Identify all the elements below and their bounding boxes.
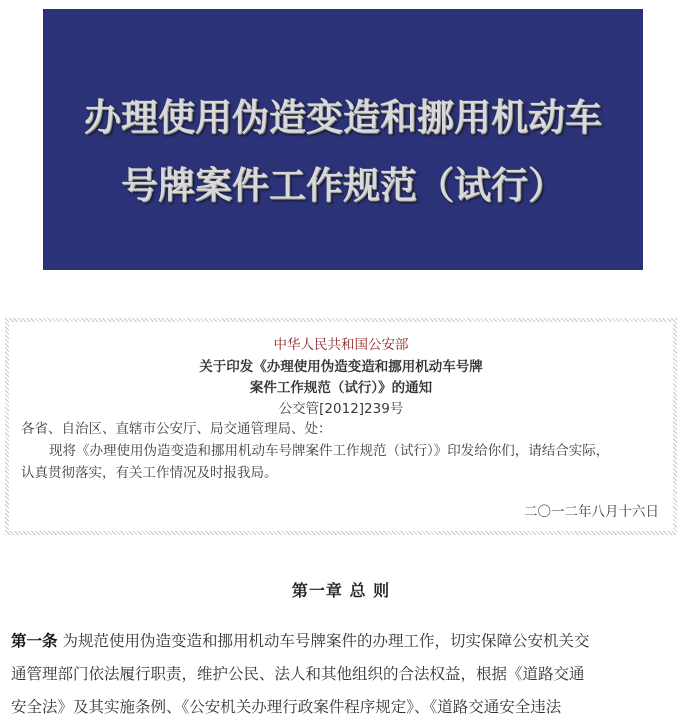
notice-issuer: 中华人民共和国公安部	[273, 337, 409, 353]
notice-body-line-2: 认真贯彻落实，有关工作情况及时报我局。	[21, 465, 278, 481]
notice-body-line-1: 现将《办理使用伪造变造和挪用机动车号牌案件工作规范（试行）》印发给你们，请结合实际，	[49, 443, 610, 459]
chapter-heading: 第一章 总 则	[291, 581, 391, 600]
notice-content	[9, 322, 673, 531]
banner-title-line-1: 办理使用伪造变造和挪用机动车	[84, 95, 602, 139]
notice-box	[5, 318, 677, 535]
notice-document-number: 公交管[2012]239号	[278, 401, 404, 417]
notice-title-line-2: 案件工作规范（试行）》的通知	[249, 380, 433, 396]
article-1-line-1	[11, 630, 589, 652]
article-1-line-3: 安全法》及其实施条例、《公安机关办理行政案件程序规定》、《道路交通安全违法	[11, 698, 562, 716]
banner-title-line-2: 号牌案件工作规范（试行）	[121, 163, 565, 207]
title-banner	[43, 9, 643, 270]
notice-title-line-1: 关于印发《办理使用伪造变造和挪用机动车号牌	[199, 359, 483, 375]
article-1-line-2: 通管理部门依法履行职责，维护公民、法人和其他组织的合法权益，根据《道路交通	[11, 665, 585, 683]
notice-date: 二〇一二年八月十六日	[524, 504, 659, 520]
notice-recipient: 各省、自治区、直辖市公安厅、局交通管理局、处：	[21, 421, 332, 437]
article-1-label: 第一条	[11, 632, 58, 650]
article-1-text-1: 为规范使用伪造变造和挪用机动车号牌案件的办理工作，切实保障公安机关交	[57, 632, 590, 650]
